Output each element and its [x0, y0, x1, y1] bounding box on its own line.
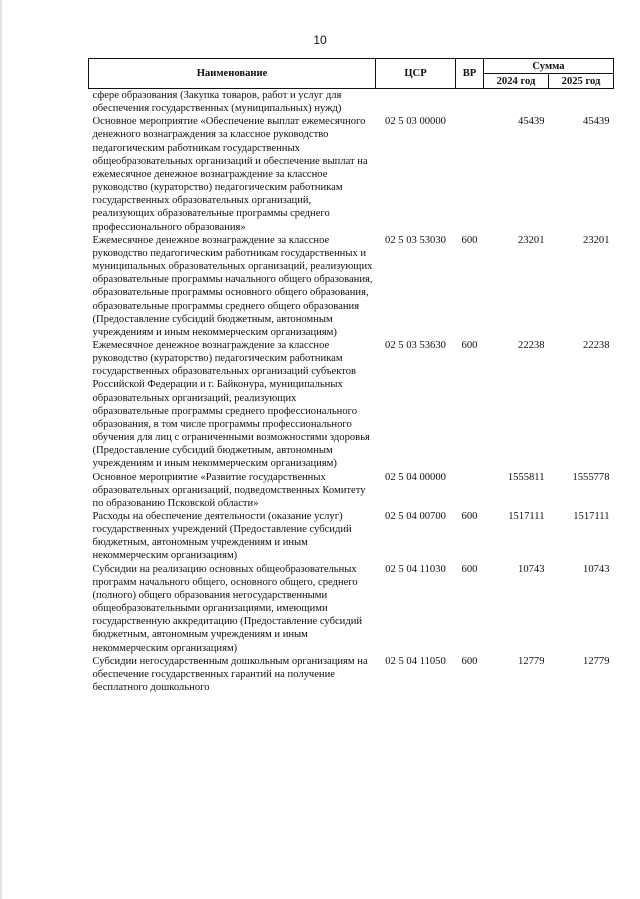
header-sum: Сумма	[484, 59, 614, 74]
row-name: Основное мероприятие «Развитие государственных образовательных организаций, подведомственных Комитету по образованию Псковской области»	[92, 471, 366, 509]
row-name: Основное мероприятие «Обеспечение выплат ежемесячного денежного вознаграждения за классное руководство педагогическим работникам государственных общеобразовательных организаций и обеспечение выплат на ежемесячное денежное вознаграждение за классное руководство (кураторство) педагогическим работникам государственных образовательных организаций, реализующих образовательные программы среднего профессионального образования»	[92, 116, 368, 233]
table-row	[89, 89, 614, 116]
table-row	[89, 471, 614, 510]
table-row	[89, 563, 614, 655]
row-vr: 600	[461, 234, 478, 246]
row-csr	[376, 89, 456, 116]
row-name: Субсидии на реализацию основных общеобразовательных программ начального общего, основного общего, среднего (полного) общего образования негосударственными общеобразовательными организациями, имеющими государственную аккредитацию (Предоставление субсидий бюджетным, автономным учреждениям и иным некоммерческим организациям)	[92, 563, 363, 654]
row-sum-2024: 23201	[518, 234, 545, 246]
row-csr: 02 5 03 00000	[385, 116, 446, 128]
row-csr: 02 5 04 11050	[385, 655, 446, 667]
row-name: Расходы на обеспечение деятельности (оказание услуг) государственных учреждений (Предоставление субсидий бюджетным, автономным учреждениям и иным некоммерческим организациям)	[92, 511, 352, 562]
row-sum-2025	[549, 89, 614, 116]
row-sum-2024: 1517111	[508, 511, 545, 522]
table-body	[89, 89, 614, 695]
row-sum-2025: 10743	[583, 563, 610, 575]
row-sum-2025: 45439	[583, 116, 610, 128]
row-vr	[456, 89, 484, 116]
scan-edge	[0, 0, 3, 899]
row-csr: 02 5 03 53630	[385, 339, 446, 351]
table-row	[89, 115, 614, 233]
header-csr: ЦСР	[376, 59, 456, 89]
row-sum-2025: 23201	[583, 234, 610, 246]
row-name: сфере образования (Закупка товаров, работ и услуг для обеспечения государственных (муниципальных) нужд)	[92, 90, 342, 115]
header-name: Наименование	[89, 59, 376, 89]
table-row	[89, 510, 614, 563]
page-number: 10	[313, 33, 327, 47]
header-year-2025: 2025 год	[549, 74, 614, 89]
row-csr: 02 5 04 00700	[385, 511, 446, 522]
row-sum-2024: 45439	[518, 116, 545, 128]
table-row	[89, 655, 614, 694]
row-vr	[456, 471, 484, 510]
row-vr: 600	[461, 563, 478, 575]
row-name: Субсидии негосударственным дошкольным организациям на обеспечение государственных гарантий на получение бесплатного дошкольного	[92, 655, 368, 694]
row-sum-2025: 22238	[583, 339, 610, 351]
row-csr: 02 5 03 53030	[385, 234, 446, 246]
row-csr: 02 5 04 00000	[385, 471, 446, 483]
row-sum-2024: 1555811	[507, 471, 545, 483]
header-year-2024: 2024 год	[484, 74, 549, 89]
row-name: Ежемесячное денежное вознаграждение за классное руководство педагогическим работникам государственных и муниципальных образовательных организаций, реализующих образовательные программы начального общего образования, образовательные программы основного общего образования, образовательные программы среднего общего образования (Предоставление субсидий бюджетным, автономным учреждениям и иным некоммерческим организациям)	[92, 234, 373, 338]
row-sum-2024: 22238	[518, 339, 545, 351]
row-name: Ежемесячное денежное вознаграждение за классное руководство (кураторство) педагогическим работникам государственных образовательных организаций субъектов Российской Федерации и г. Байконура, муниципальных образовательных организаций, реализующих образовательные программы среднего профессионального образования, в том числе программы профессионального обучения для лиц с ограниченными возможностями здоровья (Предоставление субсидий бюджетным, автономным учреждениям и иным некоммерческим организациям)	[92, 339, 370, 470]
row-vr: 600	[461, 511, 478, 522]
row-vr: 600	[461, 655, 478, 667]
row-sum-2025: 12779	[583, 655, 610, 667]
table-row	[89, 234, 614, 339]
row-sum-2025: 1555778	[572, 471, 610, 483]
row-vr	[456, 115, 484, 233]
row-sum-2024	[484, 89, 549, 116]
table-header	[89, 59, 614, 89]
row-vr: 600	[461, 339, 478, 351]
table-row	[89, 339, 614, 471]
header-vr: ВР	[456, 59, 484, 89]
budget-table	[88, 58, 614, 694]
row-sum-2025: 1517111	[573, 511, 610, 522]
row-csr: 02 5 04 11030	[385, 563, 446, 575]
row-sum-2024: 10743	[518, 563, 545, 575]
row-sum-2024: 12779	[518, 655, 545, 667]
